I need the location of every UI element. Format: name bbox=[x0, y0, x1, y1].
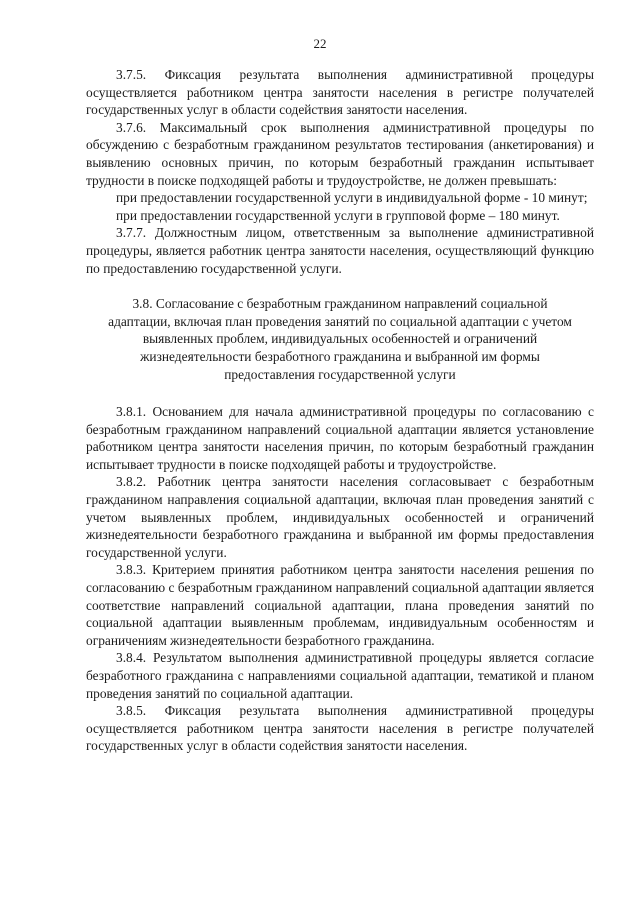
paragraph-3-7-7: 3.7.7. Должностным лицом, ответственным за выполнение административной процедуры, является работник центра занятости населения, осуществляющий функцию по предоставлению государственной услуги. bbox=[86, 225, 594, 276]
paragraph-3-7-6: 3.7.6. Максимальный срок выполнения административной процедуры по обсуждению с безработным гражданином результатов тестирования (анкетирования) и выявлению основных причин, по которым безработный гражданин испытывает трудности в поиске подходящей работы и трудоустройстве, не должен превышать: bbox=[86, 119, 594, 188]
paragraph-group-form: при предоставлении государственной услуги в групповой форме – 180 минут. bbox=[116, 207, 560, 223]
paragraph-3-8-2: 3.8.2. Работник центра занятости населения согласовывает с безработным гражданином направления социальной адаптации, включая план проведения занятий с учетом выявленных проблем, индивидуальных особенностей и ограничений жизнедеятельности безработного гражданина и выбранной им формы предоставления государственной услуги. bbox=[86, 474, 594, 560]
paragraph-3-8-1: 3.8.1. Основанием для начала административной процедуры по согласованию с безработным гражданином направлений социальной адаптации является установление работником центра занятости населения причин, по которым безработный гражданин испытывает трудности в поиске подходящей работы и трудоустройстве. bbox=[86, 404, 594, 472]
section-heading-3-8: 3.8. Согласование с безработным гражданином направлений социальной адаптации, включая план проведения занятий по социальной адаптации с учетом выявленных проблем, индивидуальных особенностей и ограничений жизнедеятельности безработного гражданина и выбранной им формы предоставления государственной услуги bbox=[108, 296, 572, 382]
paragraph-3-8-3: 3.8.3. Критерием принятия работником центра занятости населения решения по согласованию с безработным гражданином направлений социальной адаптации является соответствие направлений социальной адаптации, плана проведения занятий по социальной адаптации выявленным проблемам, индивидуальным особенностям и ограничениям жизнедеятельности безработного гражданина. bbox=[86, 562, 594, 648]
paragraph-3-8-4: 3.8.4. Результатом выполнения административной процедуры является согласие безработного гражданина с направлениями социальной адаптации, тематикой и планом проведения занятий по социальной адаптации. bbox=[86, 650, 594, 701]
paragraph-individual-form: при предоставлении государственной услуги в индивидуальной форме - 10 минут; bbox=[116, 190, 588, 206]
paragraph-3-7-5: 3.7.5. Фиксация результата выполнения административной процедуры осуществляется работником центра занятости населения в регистре получателей государственных услуг в области содействия занятости населения. bbox=[86, 67, 594, 118]
page-number: 22 bbox=[313, 36, 327, 51]
paragraph-3-8-5: 3.8.5. Фиксация результата выполнения административной процедуры осуществляется работником центра занятости населения в регистре получателей государственных услуг в области содействия занятости населения. bbox=[86, 703, 594, 754]
document-body bbox=[86, 66, 594, 755]
